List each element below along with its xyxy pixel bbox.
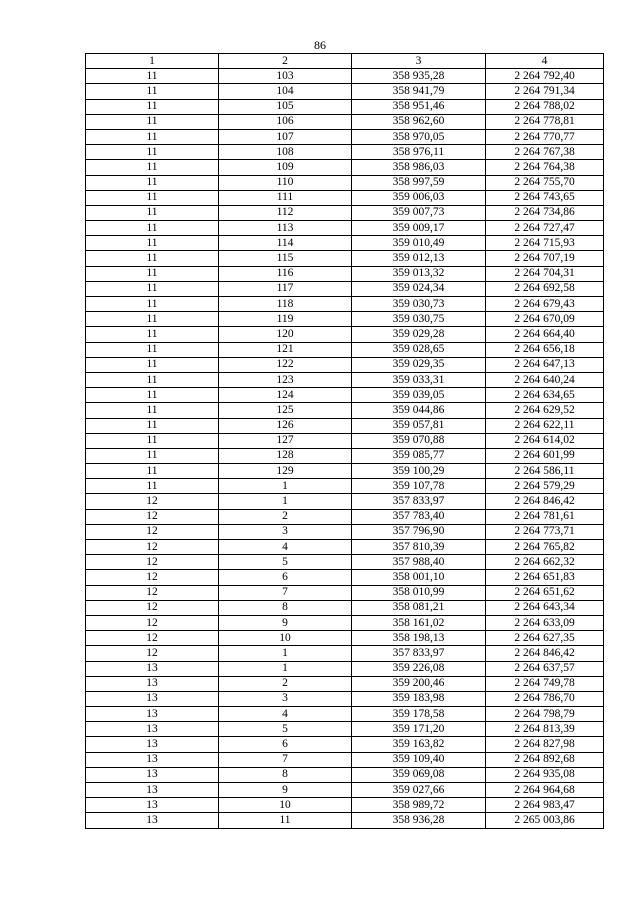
cell-y-coordinate: 2 264 614,02 bbox=[486, 433, 604, 448]
table-row bbox=[86, 509, 604, 524]
cell-point-number: 8 bbox=[219, 600, 352, 615]
table-row bbox=[86, 767, 604, 782]
cell-point-number: 3 bbox=[219, 691, 352, 706]
cell-y-coordinate: 2 264 749,78 bbox=[486, 676, 604, 691]
cell-point-number: 2 bbox=[219, 509, 352, 524]
cell-y-coordinate: 2 264 637,57 bbox=[486, 661, 604, 676]
cell-x-coordinate: 358 951,46 bbox=[352, 99, 486, 114]
cell-x-coordinate: 358 081,21 bbox=[352, 600, 486, 615]
cell-point-number: 7 bbox=[219, 752, 352, 767]
cell-y-coordinate: 2 264 647,13 bbox=[486, 357, 604, 372]
cell-point-number: 106 bbox=[219, 114, 352, 129]
table-row bbox=[86, 600, 604, 615]
cell-x-coordinate: 357 796,90 bbox=[352, 524, 486, 539]
cell-point-number: 105 bbox=[219, 99, 352, 114]
cell-section: 12 bbox=[86, 585, 219, 600]
cell-x-coordinate: 359 006,03 bbox=[352, 190, 486, 205]
table-row bbox=[86, 266, 604, 281]
cell-point-number: 114 bbox=[219, 236, 352, 251]
cell-y-coordinate: 2 264 651,62 bbox=[486, 585, 604, 600]
cell-y-coordinate: 2 264 704,31 bbox=[486, 266, 604, 281]
cell-y-coordinate: 2 264 643,34 bbox=[486, 600, 604, 615]
cell-point-number: 2 bbox=[219, 676, 352, 691]
cell-y-coordinate: 2 264 778,81 bbox=[486, 114, 604, 129]
cell-section: 11 bbox=[86, 281, 219, 296]
cell-x-coordinate: 359 085,77 bbox=[352, 448, 486, 463]
cell-section: 11 bbox=[86, 433, 219, 448]
cell-section: 11 bbox=[86, 175, 219, 190]
cell-y-coordinate: 2 264 727,47 bbox=[486, 221, 604, 236]
cell-point-number: 5 bbox=[219, 722, 352, 737]
cell-x-coordinate: 359 163,82 bbox=[352, 737, 486, 752]
cell-point-number: 124 bbox=[219, 388, 352, 403]
table-row bbox=[86, 69, 604, 84]
cell-y-coordinate: 2 264 640,24 bbox=[486, 372, 604, 387]
cell-y-coordinate: 2 264 773,71 bbox=[486, 524, 604, 539]
table-row bbox=[86, 160, 604, 175]
cell-x-coordinate: 359 183,98 bbox=[352, 691, 486, 706]
cell-point-number: 3 bbox=[219, 524, 352, 539]
cell-section: 11 bbox=[86, 479, 219, 494]
cell-section: 12 bbox=[86, 631, 219, 646]
cell-point-number: 9 bbox=[219, 783, 352, 798]
cell-point-number: 4 bbox=[219, 707, 352, 722]
cell-point-number: 5 bbox=[219, 555, 352, 570]
cell-x-coordinate: 357 988,40 bbox=[352, 555, 486, 570]
table-row bbox=[86, 661, 604, 676]
table-header bbox=[86, 54, 604, 69]
header-row bbox=[86, 54, 604, 69]
cell-section: 11 bbox=[86, 145, 219, 160]
cell-x-coordinate: 358 997,59 bbox=[352, 175, 486, 190]
table-row bbox=[86, 540, 604, 555]
cell-section: 13 bbox=[86, 707, 219, 722]
cell-x-coordinate: 359 033,31 bbox=[352, 372, 486, 387]
cell-y-coordinate: 2 264 734,86 bbox=[486, 205, 604, 220]
cell-x-coordinate: 359 109,40 bbox=[352, 752, 486, 767]
cell-section: 13 bbox=[86, 752, 219, 767]
table-row bbox=[86, 646, 604, 661]
cell-section: 13 bbox=[86, 798, 219, 813]
cell-y-coordinate: 2 264 827,98 bbox=[486, 737, 604, 752]
cell-y-coordinate: 2 264 633,09 bbox=[486, 615, 604, 630]
table-row bbox=[86, 190, 604, 205]
cell-y-coordinate: 2 264 813,39 bbox=[486, 722, 604, 737]
cell-section: 11 bbox=[86, 251, 219, 266]
table-row bbox=[86, 312, 604, 327]
table-row bbox=[86, 752, 604, 767]
cell-x-coordinate: 358 001,10 bbox=[352, 570, 486, 585]
cell-point-number: 1 bbox=[219, 479, 352, 494]
cell-y-coordinate: 2 264 651,83 bbox=[486, 570, 604, 585]
cell-x-coordinate: 359 012,13 bbox=[352, 251, 486, 266]
cell-y-coordinate: 2 264 781,61 bbox=[486, 509, 604, 524]
cell-point-number: 104 bbox=[219, 84, 352, 99]
cell-section: 13 bbox=[86, 783, 219, 798]
cell-section: 11 bbox=[86, 342, 219, 357]
cell-x-coordinate: 359 057,81 bbox=[352, 418, 486, 433]
cell-x-coordinate: 358 198,13 bbox=[352, 631, 486, 646]
cell-x-coordinate: 359 226,08 bbox=[352, 661, 486, 676]
cell-section: 11 bbox=[86, 448, 219, 463]
cell-point-number: 6 bbox=[219, 570, 352, 585]
cell-x-coordinate: 358 970,05 bbox=[352, 129, 486, 144]
table-row bbox=[86, 570, 604, 585]
cell-point-number: 8 bbox=[219, 767, 352, 782]
cell-x-coordinate: 359 200,46 bbox=[352, 676, 486, 691]
cell-y-coordinate: 2 264 798,79 bbox=[486, 707, 604, 722]
table-row bbox=[86, 327, 604, 342]
cell-y-coordinate: 2 264 662,32 bbox=[486, 555, 604, 570]
cell-point-number: 1 bbox=[219, 494, 352, 509]
cell-point-number: 117 bbox=[219, 281, 352, 296]
cell-point-number: 126 bbox=[219, 418, 352, 433]
cell-point-number: 11 bbox=[219, 813, 352, 828]
table-row bbox=[86, 464, 604, 479]
cell-y-coordinate: 2 264 627,35 bbox=[486, 631, 604, 646]
cell-y-coordinate: 2 264 629,52 bbox=[486, 403, 604, 418]
table-row bbox=[86, 676, 604, 691]
cell-x-coordinate: 358 989,72 bbox=[352, 798, 486, 813]
cell-x-coordinate: 359 039,05 bbox=[352, 388, 486, 403]
cell-y-coordinate: 2 264 792,40 bbox=[486, 69, 604, 84]
cell-point-number: 110 bbox=[219, 175, 352, 190]
cell-y-coordinate: 2 264 634,65 bbox=[486, 388, 604, 403]
cell-section: 11 bbox=[86, 297, 219, 312]
cell-point-number: 121 bbox=[219, 342, 352, 357]
cell-y-coordinate: 2 264 791,34 bbox=[486, 84, 604, 99]
cell-x-coordinate: 359 044,86 bbox=[352, 403, 486, 418]
cell-x-coordinate: 358 976,11 bbox=[352, 145, 486, 160]
table-row bbox=[86, 585, 604, 600]
cell-section: 11 bbox=[86, 205, 219, 220]
cell-point-number: 10 bbox=[219, 798, 352, 813]
table-row bbox=[86, 175, 604, 190]
cell-x-coordinate: 358 941,79 bbox=[352, 84, 486, 99]
cell-point-number: 116 bbox=[219, 266, 352, 281]
cell-x-coordinate: 358 986,03 bbox=[352, 160, 486, 175]
table-row bbox=[86, 524, 604, 539]
cell-x-coordinate: 359 007,73 bbox=[352, 205, 486, 220]
cell-x-coordinate: 357 783,40 bbox=[352, 509, 486, 524]
table-row bbox=[86, 418, 604, 433]
cell-x-coordinate: 359 030,73 bbox=[352, 297, 486, 312]
cell-y-coordinate: 2 264 743,65 bbox=[486, 190, 604, 205]
table-row bbox=[86, 631, 604, 646]
table-row bbox=[86, 297, 604, 312]
cell-y-coordinate: 2 264 767,38 bbox=[486, 145, 604, 160]
table-row bbox=[86, 372, 604, 387]
cell-x-coordinate: 359 010,49 bbox=[352, 236, 486, 251]
cell-point-number: 9 bbox=[219, 615, 352, 630]
cell-section: 12 bbox=[86, 615, 219, 630]
cell-section: 12 bbox=[86, 555, 219, 570]
cell-section: 13 bbox=[86, 661, 219, 676]
table-row bbox=[86, 388, 604, 403]
cell-point-number: 120 bbox=[219, 327, 352, 342]
cell-section: 12 bbox=[86, 509, 219, 524]
table-body bbox=[86, 69, 604, 828]
cell-section: 11 bbox=[86, 69, 219, 84]
cell-point-number: 1 bbox=[219, 646, 352, 661]
table-row bbox=[86, 798, 604, 813]
cell-x-coordinate: 357 810,39 bbox=[352, 540, 486, 555]
table-row bbox=[86, 342, 604, 357]
cell-point-number: 111 bbox=[219, 190, 352, 205]
cell-point-number: 123 bbox=[219, 372, 352, 387]
cell-y-coordinate: 2 264 770,77 bbox=[486, 129, 604, 144]
cell-point-number: 10 bbox=[219, 631, 352, 646]
cell-x-coordinate: 358 010,99 bbox=[352, 585, 486, 600]
cell-section: 11 bbox=[86, 418, 219, 433]
cell-x-coordinate: 359 100,29 bbox=[352, 464, 486, 479]
cell-x-coordinate: 359 178,58 bbox=[352, 707, 486, 722]
cell-y-coordinate: 2 264 601,99 bbox=[486, 448, 604, 463]
cell-section: 13 bbox=[86, 722, 219, 737]
cell-section: 11 bbox=[86, 99, 219, 114]
header-col-4: 4 bbox=[486, 54, 604, 69]
cell-x-coordinate: 359 013,32 bbox=[352, 266, 486, 281]
table-row bbox=[86, 251, 604, 266]
cell-y-coordinate: 2 264 707,19 bbox=[486, 251, 604, 266]
cell-section: 11 bbox=[86, 312, 219, 327]
cell-section: 11 bbox=[86, 84, 219, 99]
cell-x-coordinate: 359 027,66 bbox=[352, 783, 486, 798]
header-col-2: 2 bbox=[219, 54, 352, 69]
cell-y-coordinate: 2 264 786,70 bbox=[486, 691, 604, 706]
cell-section: 11 bbox=[86, 190, 219, 205]
cell-x-coordinate: 358 936,28 bbox=[352, 813, 486, 828]
table-row bbox=[86, 205, 604, 220]
cell-y-coordinate: 2 264 964,68 bbox=[486, 783, 604, 798]
cell-section: 11 bbox=[86, 221, 219, 236]
cell-y-coordinate: 2 265 003,86 bbox=[486, 813, 604, 828]
cell-x-coordinate: 359 171,20 bbox=[352, 722, 486, 737]
cell-section: 12 bbox=[86, 494, 219, 509]
cell-x-coordinate: 359 070,88 bbox=[352, 433, 486, 448]
cell-y-coordinate: 2 264 622,11 bbox=[486, 418, 604, 433]
coordinates-table bbox=[85, 53, 604, 829]
cell-y-coordinate: 2 264 846,42 bbox=[486, 494, 604, 509]
cell-point-number: 113 bbox=[219, 221, 352, 236]
cell-x-coordinate: 359 029,35 bbox=[352, 357, 486, 372]
cell-point-number: 129 bbox=[219, 464, 352, 479]
table-row bbox=[86, 722, 604, 737]
table-row bbox=[86, 494, 604, 509]
cell-x-coordinate: 359 024,34 bbox=[352, 281, 486, 296]
cell-x-coordinate: 357 833,97 bbox=[352, 494, 486, 509]
cell-y-coordinate: 2 264 892,68 bbox=[486, 752, 604, 767]
cell-y-coordinate: 2 264 586,11 bbox=[486, 464, 604, 479]
cell-y-coordinate: 2 264 935,08 bbox=[486, 767, 604, 782]
cell-x-coordinate: 359 029,28 bbox=[352, 327, 486, 342]
cell-section: 13 bbox=[86, 767, 219, 782]
table-row bbox=[86, 357, 604, 372]
cell-x-coordinate: 358 161,02 bbox=[352, 615, 486, 630]
cell-point-number: 108 bbox=[219, 145, 352, 160]
cell-y-coordinate: 2 264 579,29 bbox=[486, 479, 604, 494]
cell-section: 12 bbox=[86, 600, 219, 615]
cell-section: 11 bbox=[86, 129, 219, 144]
table-row bbox=[86, 84, 604, 99]
cell-y-coordinate: 2 264 788,02 bbox=[486, 99, 604, 114]
cell-section: 11 bbox=[86, 266, 219, 281]
cell-point-number: 107 bbox=[219, 129, 352, 144]
cell-y-coordinate: 2 264 846,42 bbox=[486, 646, 604, 661]
table-row bbox=[86, 448, 604, 463]
cell-point-number: 125 bbox=[219, 403, 352, 418]
table-row bbox=[86, 114, 604, 129]
header-col-1: 1 bbox=[86, 54, 219, 69]
cell-section: 11 bbox=[86, 372, 219, 387]
table-row bbox=[86, 281, 604, 296]
cell-section: 11 bbox=[86, 114, 219, 129]
cell-y-coordinate: 2 264 755,70 bbox=[486, 175, 604, 190]
cell-point-number: 128 bbox=[219, 448, 352, 463]
table-row bbox=[86, 707, 604, 722]
table-row bbox=[86, 403, 604, 418]
cell-section: 11 bbox=[86, 357, 219, 372]
page-number: 86 bbox=[314, 38, 326, 52]
cell-x-coordinate: 357 833,97 bbox=[352, 646, 486, 661]
table-row bbox=[86, 236, 604, 251]
cell-x-coordinate: 358 935,28 bbox=[352, 69, 486, 84]
header-col-3: 3 bbox=[352, 54, 486, 69]
cell-section: 11 bbox=[86, 327, 219, 342]
cell-y-coordinate: 2 264 765,82 bbox=[486, 540, 604, 555]
cell-section: 13 bbox=[86, 737, 219, 752]
cell-y-coordinate: 2 264 692,58 bbox=[486, 281, 604, 296]
cell-x-coordinate: 359 030,75 bbox=[352, 312, 486, 327]
cell-x-coordinate: 359 009,17 bbox=[352, 221, 486, 236]
cell-y-coordinate: 2 264 983,47 bbox=[486, 798, 604, 813]
table-row bbox=[86, 813, 604, 828]
cell-section: 11 bbox=[86, 236, 219, 251]
cell-y-coordinate: 2 264 715,93 bbox=[486, 236, 604, 251]
cell-section: 12 bbox=[86, 524, 219, 539]
table-row bbox=[86, 783, 604, 798]
cell-y-coordinate: 2 264 764,38 bbox=[486, 160, 604, 175]
cell-section: 13 bbox=[86, 691, 219, 706]
cell-x-coordinate: 359 107,78 bbox=[352, 479, 486, 494]
cell-section: 13 bbox=[86, 813, 219, 828]
cell-point-number: 109 bbox=[219, 160, 352, 175]
cell-point-number: 1 bbox=[219, 661, 352, 676]
table-row bbox=[86, 129, 604, 144]
cell-x-coordinate: 359 028,65 bbox=[352, 342, 486, 357]
cell-point-number: 6 bbox=[219, 737, 352, 752]
table-row bbox=[86, 99, 604, 114]
cell-x-coordinate: 359 069,08 bbox=[352, 767, 486, 782]
cell-point-number: 103 bbox=[219, 69, 352, 84]
table-row bbox=[86, 615, 604, 630]
cell-section: 11 bbox=[86, 388, 219, 403]
table-row bbox=[86, 145, 604, 160]
cell-y-coordinate: 2 264 679,43 bbox=[486, 297, 604, 312]
cell-section: 12 bbox=[86, 570, 219, 585]
cell-point-number: 119 bbox=[219, 312, 352, 327]
cell-section: 11 bbox=[86, 464, 219, 479]
cell-point-number: 127 bbox=[219, 433, 352, 448]
cell-section: 12 bbox=[86, 540, 219, 555]
cell-section: 11 bbox=[86, 160, 219, 175]
cell-section: 13 bbox=[86, 676, 219, 691]
table-row bbox=[86, 221, 604, 236]
cell-point-number: 4 bbox=[219, 540, 352, 555]
cell-point-number: 115 bbox=[219, 251, 352, 266]
cell-section: 11 bbox=[86, 403, 219, 418]
cell-y-coordinate: 2 264 656,18 bbox=[486, 342, 604, 357]
table-row bbox=[86, 691, 604, 706]
cell-section: 12 bbox=[86, 646, 219, 661]
table-row bbox=[86, 737, 604, 752]
cell-y-coordinate: 2 264 670,09 bbox=[486, 312, 604, 327]
cell-y-coordinate: 2 264 664,40 bbox=[486, 327, 604, 342]
cell-point-number: 118 bbox=[219, 297, 352, 312]
cell-point-number: 122 bbox=[219, 357, 352, 372]
table-row bbox=[86, 433, 604, 448]
cell-point-number: 7 bbox=[219, 585, 352, 600]
table-row bbox=[86, 479, 604, 494]
cell-point-number: 112 bbox=[219, 205, 352, 220]
cell-x-coordinate: 358 962,60 bbox=[352, 114, 486, 129]
table-row bbox=[86, 555, 604, 570]
